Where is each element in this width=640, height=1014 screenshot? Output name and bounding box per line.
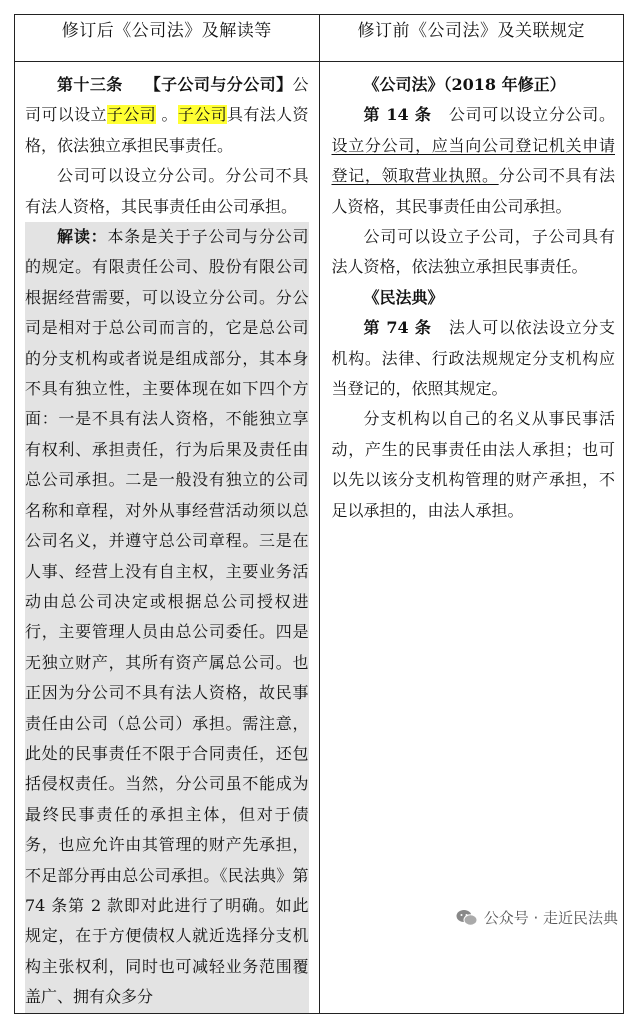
article-74-paragraph-1 xyxy=(332,313,616,404)
article-14-paragraph-2: 公司可以设立子公司，子公司具有法人资格，依法独立承担民事责任。 xyxy=(331,227,615,277)
company-law-title: 《公司法》（2018 年修正） xyxy=(363,75,566,94)
article-13-paragraph-1 xyxy=(25,70,309,161)
article-title: 【子公司与分公司】 xyxy=(144,75,293,94)
document-page xyxy=(14,14,624,1014)
article-13-paragraph-2: 公司可以设立分公司。分公司不具有法人资格，其民事责任由公司承担。 xyxy=(25,166,309,216)
article-number: 第十三条 xyxy=(57,75,123,94)
watermark-text: 公众号 · 走近民法典 xyxy=(483,909,618,927)
article-text: 法人可以依法设立分支机构。法律、行政法规规定分支机构应当登记的，依照其规定。 xyxy=(331,318,615,399)
column-header-revised: 修订后《公司法》及解读等 xyxy=(15,15,320,62)
wechat-icon xyxy=(456,909,478,927)
article-14-number: 第 14 条 xyxy=(363,105,432,125)
highlight-subsidiary-1: 子公司 xyxy=(106,105,156,125)
article-74-paragraph-2: 分支机构以自己的名义从事民事活动，产生的民事责任由法人承担；也可以先以该分支机构管理的财产承担，不足以承担的，由法人承担。 xyxy=(331,409,615,520)
revised-law-cell xyxy=(15,62,320,1014)
highlight-subsidiary-2: 子公司 xyxy=(177,105,227,125)
article-text: 具有法人资格，依法独立承担民事责任。 xyxy=(25,105,309,155)
article-14-paragraph-1 xyxy=(332,100,616,222)
column-header-original: 修订前《公司法》及关联规定 xyxy=(319,15,624,62)
analysis-label: 解读： xyxy=(57,227,108,247)
article-74-number: 第 74 条 xyxy=(363,318,432,338)
table-body-row xyxy=(15,62,624,1014)
wechat-watermark xyxy=(452,905,622,930)
civil-code-title: 《民法典》 xyxy=(363,287,444,307)
article-text: 公司可以设立 xyxy=(25,75,309,125)
original-law-cell xyxy=(319,62,624,1014)
analysis-paragraph xyxy=(25,222,309,1013)
analysis-text: 本条是关于子公司与分公司的规定。有限责任公司、股份有限公司根据经营需要，可以设立分公司。分公司是相对于总公司而言的，它是总公司的分支机构或者说是组成部分，其本身不具有独立性，主要体现在如下四个方面：一是不具有法人资格，不能独立享有权利、承担责任，行为后果及责任由总公司承担。二是一般没有独立的公司名称和章程，对外从事经营活动须以总公司名义，并遵守总公司章程。三是在人事、经营上没有自主权，主要业务活动由总公司决定或根据总公司授权进行，主要管理人员由总公司委任。四是无独立财产，其所有资产属总公司。也正因为分公司不具有法人资格，故民事责任由公司（总公司）承担。需注意，此处的民事责任不限于合同责任，还包括侵权责任。当然，分公司虽不能成为最终民事责任的承担主体，但对于债务，也应允许由其管理的财产先承担，不足部分再由总公司承担。《民法典》第 74 条第 2 款即对此进行了明确。如此规定，在于方便债权人就近选择分支机构主张权利，同时也可减轻业务范围覆盖广、拥有众多分 xyxy=(25,227,309,1007)
comparison-table xyxy=(14,14,624,1014)
article-text: 公司可以设立分公司。 xyxy=(448,105,615,125)
article-text: 。 xyxy=(156,105,178,125)
underlined-registration-clause: 设立分公司，应当向公司登记机关申请登记，领取营业执照。 xyxy=(331,135,615,186)
table-header-row xyxy=(15,15,624,62)
article-text: 分公司不具有法人资格，其民事责任由公司承担。 xyxy=(331,166,615,216)
